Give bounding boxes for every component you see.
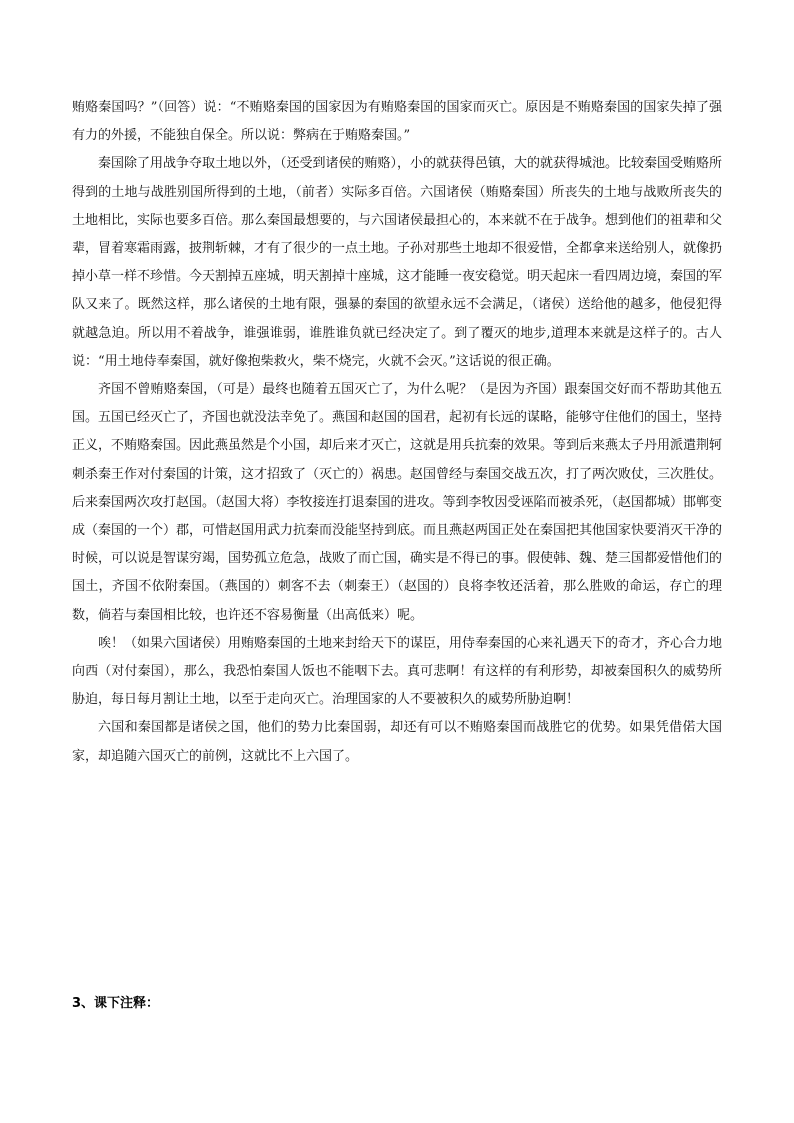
paragraph-5: 六国和秦国都是诸侯之国，他们的势力比秦国弱，却还有可以不贿赂秦国而战胜它的优势。如果凭借偌大国家，却追随六国灭亡的前例，这就比不上六国了。 (72, 720, 722, 764)
section-heading: 3、课下注释： (72, 996, 160, 1011)
paragraph-2: 秦国除了用战争夺取土地以外，（还受到诸侯的贿赂），小的就获得邑镇，大的就获得城池。比较秦国受贿赂所得到的土地与战胜别国所得到的土地，（前者）实际多百倍。六国诸侯（贿赂秦国）所丧失的土地与战败所丧失的土地相比，实际也要多百倍。那么秦国最想要的，与六国诸侯最担心的，本来就不在于战争。想到他们的祖辈和父辈，冒着寒霜雨露，披荆斩棘，才有了很少的一点土地。子孙对那些土地却不很爱惜，全都拿来送给别人，就像扔掉小草一样不珍惜。今天割掉五座城，明天割掉十座城，这才能睡一夜安稳觉。明天起床一看四周边境，秦国的军队又来了。既然这样，那么诸侯的土地有限，强暴的秦国的欲望永远不会满足，（诸侯）送给他的越多，他侵犯得就越急迫。所以用不着战争，谁强谁弱，谁胜谁负就已经决定了。到了覆灭的地步,道理本来就是这样子的。古人说：“用土地侍奉秦国，就好像抱柴救火，柴不烧完，火就不会灭。”这话说的很正确。 (72, 156, 723, 369)
paragraph-3: 齐国不曾贿赂秦国，（可是）最终也随着五国灭亡了，为什么呢？（是因为齐国）跟秦国交好而不帮助其他五国。五国已经灭亡了，齐国也就没法幸免了。燕国和赵国的国君，起初有长远的谋略，能够守住他们的国土，坚持正义，不贿赂秦国。因此燕虽然是个小国，却后来才灭亡，这就是用兵抗秦的效果。等到后来燕太子丹用派遣荆轲刺杀秦王作对付秦国的计策，这才招致了（灭亡的）祸患。赵国曾经与秦国交战五次，打了两次败仗，三次胜仗。后来秦国两次攻打赵国。（赵国大将）李牧接连打退秦国的进攻。等到李牧因受诬陷而被杀死，（赵国都城）邯郸变成（秦国的一个）郡，可惜赵国用武力抗秦而没能坚持到底。而且燕赵两国正处在秦国把其他国家快要消灭干净的时候，可以说是智谋穷竭，国势孤立危急，战败了而亡国，确实是不得已的事。假使韩、魏、楚三国都爱惜他们的国土，齐国不依附秦国。（燕国的）刺客不去（刺秦王）（赵国的）良将李牧还活着，那么胜败的命运，存亡的理数，倘若与秦国相比较，也许还不容易衡量（出高低来）呢。 (72, 382, 723, 623)
paragraph-4: 唉！（如果六国诸侯）用贿赂秦国的土地来封给天下的谋臣，用侍奉秦国的心来礼遇天下的奇才，齐心合力地向西（对付秦国），那么，我恐怕秦国人饭也不能咽下去。真可悲啊！有这样的有利形势，却被秦国积久的威势所胁迫，每日每月割让土地，以至于走向灭亡。治理国家的人不要被积久的威势所胁迫啊！ (72, 635, 723, 708)
paragraph-1: 贿赂秦国吗？”（回答）说：“不贿赂秦国的国家因为有贿赂秦国的国家而灭亡。原因是不贿赂秦国的国家失掉了强有力的外援，不能独自保全。所以说：弊病在于贿赂秦国。” (72, 100, 722, 144)
article-body (72, 94, 722, 771)
